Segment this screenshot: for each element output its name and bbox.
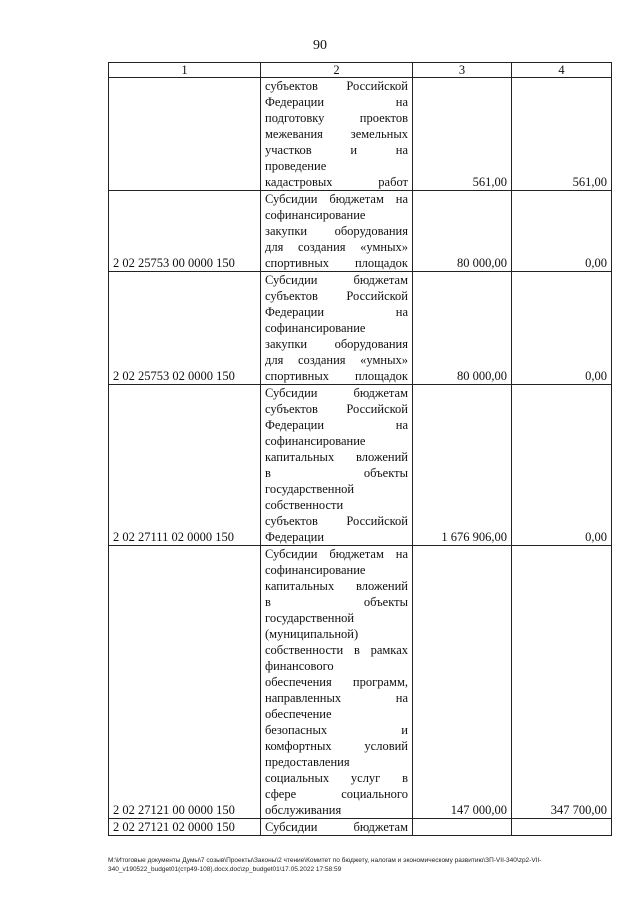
budget-code-cell: 2 02 25753 00 0000 150 xyxy=(109,191,261,272)
description-line: кадастровых работ xyxy=(265,175,408,189)
description-line: спортивных площадок xyxy=(265,369,408,383)
description-cell xyxy=(261,191,413,272)
description-line: Субсидии бюджетам на xyxy=(265,547,408,561)
table-row xyxy=(109,272,612,385)
header-col-1: 1 xyxy=(109,63,261,78)
table-row xyxy=(109,78,612,191)
description-line: закупки оборудования xyxy=(265,224,408,238)
amount-col-3-cell: 80 000,00 xyxy=(413,272,512,385)
description-line: проведение xyxy=(265,159,327,173)
description-line: сфере социального xyxy=(265,787,408,801)
amount-col-3-cell: 1 676 906,00 xyxy=(413,385,512,546)
description-cell xyxy=(261,546,413,819)
description-cell xyxy=(261,385,413,546)
description-line: финансового xyxy=(265,659,334,673)
description-line: собственности в рамках xyxy=(265,643,408,657)
table-row xyxy=(109,546,612,819)
description-line: участков и на xyxy=(265,143,408,157)
description-line: Федерации xyxy=(265,530,325,544)
description-line: Субсидии бюджетам на xyxy=(265,192,408,206)
header-col-3: 3 xyxy=(413,63,512,78)
budget-code-cell: 2 02 27121 00 0000 150 xyxy=(109,546,261,819)
description-line: Федерации на xyxy=(265,305,408,319)
description-line: капитальных вложений xyxy=(265,579,408,593)
description-line: в объекты xyxy=(265,595,408,609)
description-line: государственной xyxy=(265,611,355,625)
description-line: Субсидии бюджетам xyxy=(265,386,408,400)
description-cell xyxy=(261,272,413,385)
table-row xyxy=(109,385,612,546)
amount-col-4-cell: 0,00 xyxy=(512,191,612,272)
table-row xyxy=(109,819,612,836)
amount-col-4-cell xyxy=(512,819,612,836)
amount-col-4-cell: 561,00 xyxy=(512,78,612,191)
description-line: Субсидии бюджетам xyxy=(265,820,408,834)
budget-code-cell xyxy=(109,78,261,191)
description-line: Федерации на xyxy=(265,95,408,109)
footer-line-1: M:\Итоговые документы Думы\7 созыв\Проекты\Законы\2 чтение\Комитет по бюджету, налогам и экономическому развитию\ЗП-VII-340\zp2-VII- xyxy=(108,857,542,864)
budget-code-cell: 2 02 27111 02 0000 150 xyxy=(109,385,261,546)
description-cell xyxy=(261,819,413,836)
amount-col-3-cell xyxy=(413,819,512,836)
amount-col-3-cell: 147 000,00 xyxy=(413,546,512,819)
budget-code-cell: 2 02 25753 02 0000 150 xyxy=(109,272,261,385)
description-line: Субсидии бюджетам xyxy=(265,273,408,287)
description-line: субъектов Российской xyxy=(265,289,408,303)
description-line: предоставления xyxy=(265,755,350,769)
description-line: софинансирование xyxy=(265,434,366,448)
description-line: безопасных и xyxy=(265,723,408,737)
description-line: капитальных вложений xyxy=(265,450,408,464)
description-line: государственной xyxy=(265,482,355,496)
description-line: субъектов Российской xyxy=(265,402,408,416)
description-line: софинансирование xyxy=(265,321,366,335)
budget-code-cell: 2 02 27121 02 0000 150 xyxy=(109,819,261,836)
table-row xyxy=(109,191,612,272)
description-line: спортивных площадок xyxy=(265,256,408,270)
header-col-2: 2 xyxy=(261,63,413,78)
description-line: закупки оборудования xyxy=(265,337,408,351)
description-line: в объекты xyxy=(265,466,408,480)
description-line: обеспечения программ, xyxy=(265,675,408,689)
footer-line-2: 340_v190522_budget01(стр49-108).docx.doc\zp_budget01\17.05.2022 17:58:59 xyxy=(108,866,342,873)
description-line: (муниципальной) xyxy=(265,627,359,641)
description-line: собственности xyxy=(265,498,344,512)
amount-col-3-cell: 561,00 xyxy=(413,78,512,191)
budget-table xyxy=(108,62,612,836)
description-line: субъектов Российской xyxy=(265,514,408,528)
description-line: подготовку проектов xyxy=(265,111,408,125)
description-line: направленных на xyxy=(265,691,408,705)
description-line: субъектов Российской xyxy=(265,79,408,93)
amount-col-4-cell: 0,00 xyxy=(512,272,612,385)
table-body xyxy=(109,78,612,836)
description-line: социальных услуг в xyxy=(265,771,408,785)
table-header-row xyxy=(109,63,612,78)
description-line: Федерации на xyxy=(265,418,408,432)
description-line: комфортных условий xyxy=(265,739,408,753)
description-line: софинансирование xyxy=(265,563,366,577)
amount-col-4-cell: 0,00 xyxy=(512,385,612,546)
description-line: обеспечение xyxy=(265,707,332,721)
amount-col-3-cell: 80 000,00 xyxy=(413,191,512,272)
description-cell xyxy=(261,78,413,191)
amount-col-4-cell: 347 700,00 xyxy=(512,546,612,819)
header-col-4: 4 xyxy=(512,63,612,78)
document-path-footer xyxy=(108,856,618,874)
page-number: 90 xyxy=(313,38,327,53)
description-line: для создания «умных» xyxy=(265,240,408,254)
description-line: обслуживания xyxy=(265,803,342,817)
description-line: для создания «умных» xyxy=(265,353,408,367)
description-line: межевания земельных xyxy=(265,127,408,141)
description-line: софинансирование xyxy=(265,208,366,222)
